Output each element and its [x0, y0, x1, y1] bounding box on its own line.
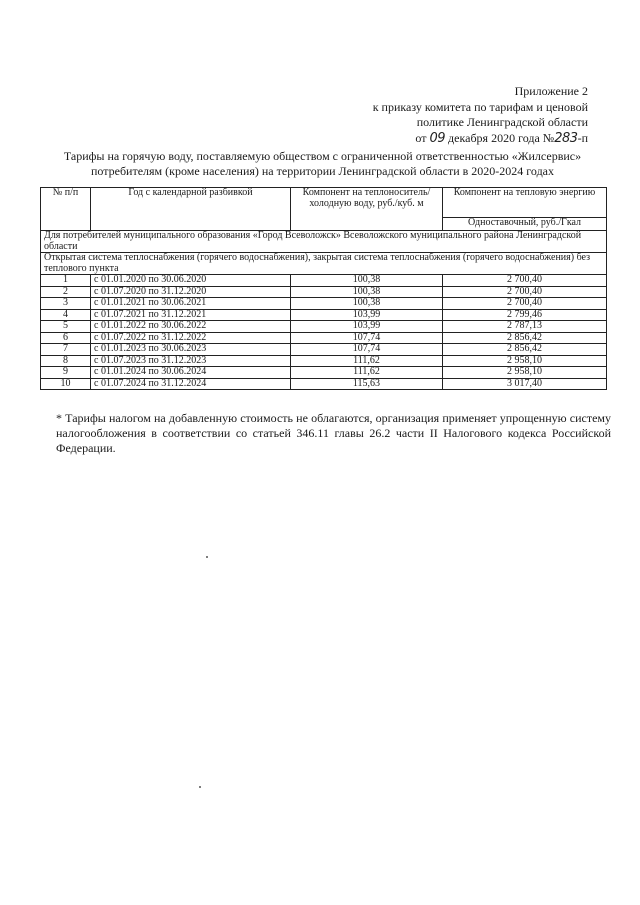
title-line-2: потребителям (кроме населения) на территории Ленинградской области в 2020-2024 годах [90, 164, 555, 178]
table-row [41, 355, 607, 367]
row-num: 3 [41, 298, 91, 310]
table-row [41, 332, 607, 344]
row-period: с 01.07.2022 по 31.12.2022 [91, 332, 291, 344]
header-heat-sub: Одноставочный, руб./Гкал [443, 218, 607, 231]
table-row [41, 378, 607, 390]
table-row [41, 321, 607, 333]
row-heat-tariff: 2 799,46 [443, 309, 607, 321]
group-system-text: Открытая система теплоснабжения (горячего водоснабжения), закрытая система теплоснабжения (горячего водоснабжения) без теплового пункта [41, 253, 607, 275]
group-consumers-text: Для потребителей муниципального образования «Город Всеволожск» Всеволожского муниципального района Ленинградской области [41, 231, 607, 253]
row-heat-tariff: 2 700,40 [443, 275, 607, 287]
row-heat-tariff: 2 787,13 [443, 321, 607, 333]
group-row-consumers [41, 231, 607, 253]
table-row [41, 286, 607, 298]
row-period: с 01.01.2023 по 30.06.2023 [91, 344, 291, 356]
row-num: 8 [41, 355, 91, 367]
date-prefix: от [415, 130, 427, 145]
row-water-tariff: 107,74 [291, 332, 443, 344]
row-period: с 01.07.2021 по 31.12.2021 [91, 309, 291, 321]
row-water-tariff: 100,38 [291, 298, 443, 310]
row-water-tariff: 111,62 [291, 367, 443, 379]
row-heat-tariff: 2 958,10 [443, 367, 607, 379]
appendix-title: Приложение 2 [514, 84, 588, 98]
document-title [40, 149, 605, 179]
row-period: с 01.01.2022 по 30.06.2022 [91, 321, 291, 333]
row-water-tariff: 115,63 [291, 378, 443, 390]
scan-speck [199, 786, 201, 788]
row-num: 10 [41, 378, 91, 390]
order-suffix: -п [577, 130, 588, 145]
date-rest: декабря 2020 года № [448, 130, 555, 145]
row-period: с 01.07.2023 по 31.12.2023 [91, 355, 291, 367]
table-row [41, 367, 607, 379]
appendix-header [328, 84, 588, 146]
row-period: с 01.07.2020 по 31.12.2020 [91, 286, 291, 298]
table-row [41, 275, 607, 287]
appendix-date-line [328, 131, 588, 147]
title-line-1: Тарифы на горячую воду, поставляемую обществом с ограниченной ответственностью «Жилсервис» [63, 149, 582, 163]
date-day-handwritten: 09 [429, 130, 446, 146]
table-row [41, 344, 607, 356]
row-water-tariff: 103,99 [291, 309, 443, 321]
tariff-table [40, 187, 607, 390]
table-row [41, 309, 607, 321]
row-period: с 01.07.2024 по 31.12.2024 [91, 378, 291, 390]
appendix-committee: политике Ленинградской области [416, 115, 588, 129]
row-water-tariff: 111,62 [291, 355, 443, 367]
row-heat-tariff: 2 700,40 [443, 286, 607, 298]
row-water-tariff: 103,99 [291, 321, 443, 333]
row-period: с 01.01.2021 по 30.06.2021 [91, 298, 291, 310]
row-num: 6 [41, 332, 91, 344]
row-heat-tariff: 3 017,40 [443, 378, 607, 390]
order-number-handwritten: 283 [554, 130, 578, 146]
row-period: с 01.01.2020 по 30.06.2020 [91, 275, 291, 287]
table-row [41, 298, 607, 310]
row-period: с 01.01.2024 по 30.06.2024 [91, 367, 291, 379]
row-water-tariff: 107,74 [291, 344, 443, 356]
header-water: Компонент на теплоноситель/ холодную воду, руб./куб. м [291, 188, 443, 231]
row-heat-tariff: 2 856,42 [443, 344, 607, 356]
header-heat: Компонент на тепловую энергию [443, 188, 607, 218]
row-heat-tariff: 2 856,42 [443, 332, 607, 344]
scan-speck [206, 556, 208, 558]
row-heat-tariff: 2 700,40 [443, 298, 607, 310]
group-row-system [41, 253, 607, 275]
row-num: 1 [41, 275, 91, 287]
header-period: Год с календарной разбивкой [91, 188, 291, 231]
footnote: * Тарифы налогом на добавленную стоимость не облагаются, организация применяет упрощенную систему налогообложения в соответствии со статьей 346.11 главы 26.2 части II Налогового кодекса Российской Федерации. [56, 411, 611, 455]
table-header-row [41, 188, 607, 218]
table-body [41, 275, 607, 390]
row-heat-tariff: 2 958,10 [443, 355, 607, 367]
appendix-order-ref: к приказу комитета по тарифам и ценовой [372, 99, 588, 114]
row-num: 7 [41, 344, 91, 356]
row-num: 2 [41, 286, 91, 298]
row-num: 5 [41, 321, 91, 333]
row-num: 4 [41, 309, 91, 321]
row-num: 9 [41, 367, 91, 379]
row-water-tariff: 100,38 [291, 286, 443, 298]
header-num: № п/п [41, 188, 91, 231]
row-water-tariff: 100,38 [291, 275, 443, 287]
